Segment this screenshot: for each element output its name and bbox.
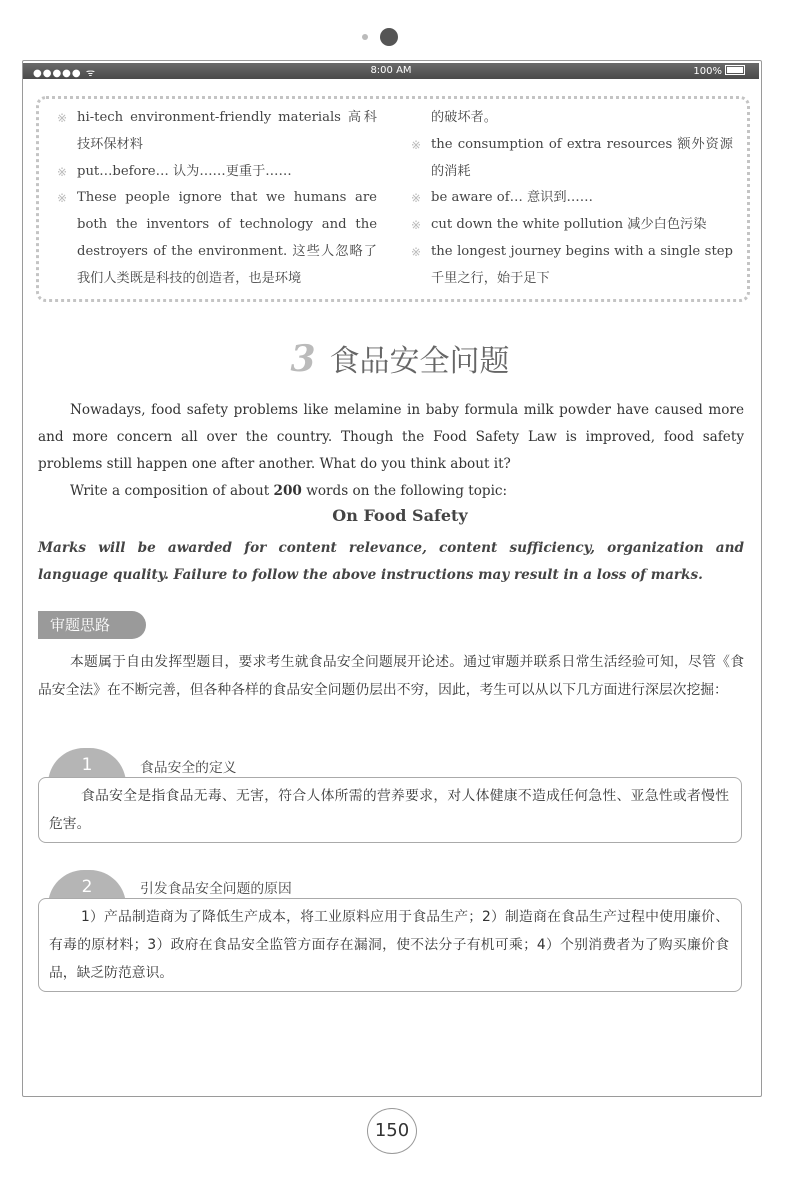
point-box: 1）产品制造商为了降低生产成本，将工业原料应用于食品生产；2）制造商在食品生产过程中使用廉价、有毒的原材料；3）政府在食品安全监管方面存在漏洞，使不法分子有机可乘；4）个别消费者为了购买廉价食品，缺乏防范意识。 — [38, 898, 742, 992]
bullet-icon: ※ — [57, 111, 68, 125]
composition-topic: On Food Safety — [332, 506, 468, 525]
bullet-icon: ※ — [411, 191, 422, 206]
section-number: 3 — [290, 338, 316, 380]
section-title — [0, 336, 800, 380]
prompt-paragraph: Nowadays, food safety problems like melamine in baby formula milk powder have caused more and more concern all over the country. Though the Food Safety Law is improved, food safety problems still happen one after another. What do you think about it? — [38, 402, 744, 472]
vocab-continuation: 的破坏者。 — [431, 110, 497, 125]
vocabulary-column-left — [57, 105, 377, 293]
prompt-instruction: Write a composition of about 200 words on the following topic: — [70, 483, 508, 499]
vocabulary-box — [36, 96, 750, 302]
analysis-text: 本题属于自由发挥型题目，要求考生就食品安全问题展开论述。通过审题并联系日常生活经验可知，尽管《食品安全法》在不断完善，但各种各样的食品安全问题仍层出不穷，因此，考生可以从以下几方面进行深层次挖掘： — [38, 654, 744, 698]
vocab-item: ※ the consumption of extra resources 额外资源的消耗 — [411, 132, 733, 186]
signal-icon: ●●●●● ᯤ — [33, 68, 96, 79]
vocab-item: ※ hi-tech environment-friendly materials 高科技环保材料 — [57, 105, 377, 159]
camera-icon — [380, 28, 398, 46]
battery-status — [693, 65, 745, 77]
vocab-item: ※ These people ignore that we humans are both the inventors of technology and the destroyers of the environment. 这些人忽略了我们人类既是科技的创造者，也是环境 — [57, 185, 377, 292]
status-time: 8:00 AM — [370, 65, 412, 76]
vocabulary-column-right — [411, 105, 733, 293]
marking-note: Marks will be awarded for content relevance, content sufficiency, organization and language quality. Failure to follow the above instructions may result in a loss of marks. — [38, 540, 744, 583]
bullet-icon: ※ — [411, 244, 422, 259]
point-badge: 1 — [48, 748, 126, 784]
section-title-text: 食品安全问题 — [329, 344, 510, 379]
vocab-item: ※ cut down the white pollution 减少白色污染 — [411, 212, 733, 239]
vocab-item: ※ put…before… 认为……更重于…… — [57, 159, 377, 186]
point-badge: 2 — [48, 870, 126, 906]
point-box: 食品安全是指食品无毒、无害，符合人体所需的营养要求，对人体健康不造成任何急性、亚急性或者慢性危害。 — [38, 777, 742, 843]
bullet-icon: ※ — [57, 164, 68, 179]
wifi-icon: ᯤ — [85, 68, 96, 79]
bullet-icon: ※ — [411, 137, 422, 152]
vocab-item: ※ be aware of… 意识到…… — [411, 185, 733, 212]
point-label: 引发食品安全问题的原因 — [140, 881, 292, 897]
analysis-tag: 审题思路 — [38, 611, 146, 639]
page-number: 150 — [367, 1108, 417, 1154]
battery-percent: 100% — [693, 66, 722, 77]
battery-icon — [725, 65, 745, 75]
vocab-item: ※ the longest journey begins with a single step 千里之行，始于足下 — [411, 239, 733, 293]
sensor-dot — [362, 34, 368, 40]
word-count: 200 — [273, 483, 302, 499]
bullet-icon: ※ — [411, 218, 422, 233]
point-label: 食品安全的定义 — [140, 760, 237, 776]
bullet-icon: ※ — [57, 191, 68, 206]
status-bar — [23, 63, 759, 79]
